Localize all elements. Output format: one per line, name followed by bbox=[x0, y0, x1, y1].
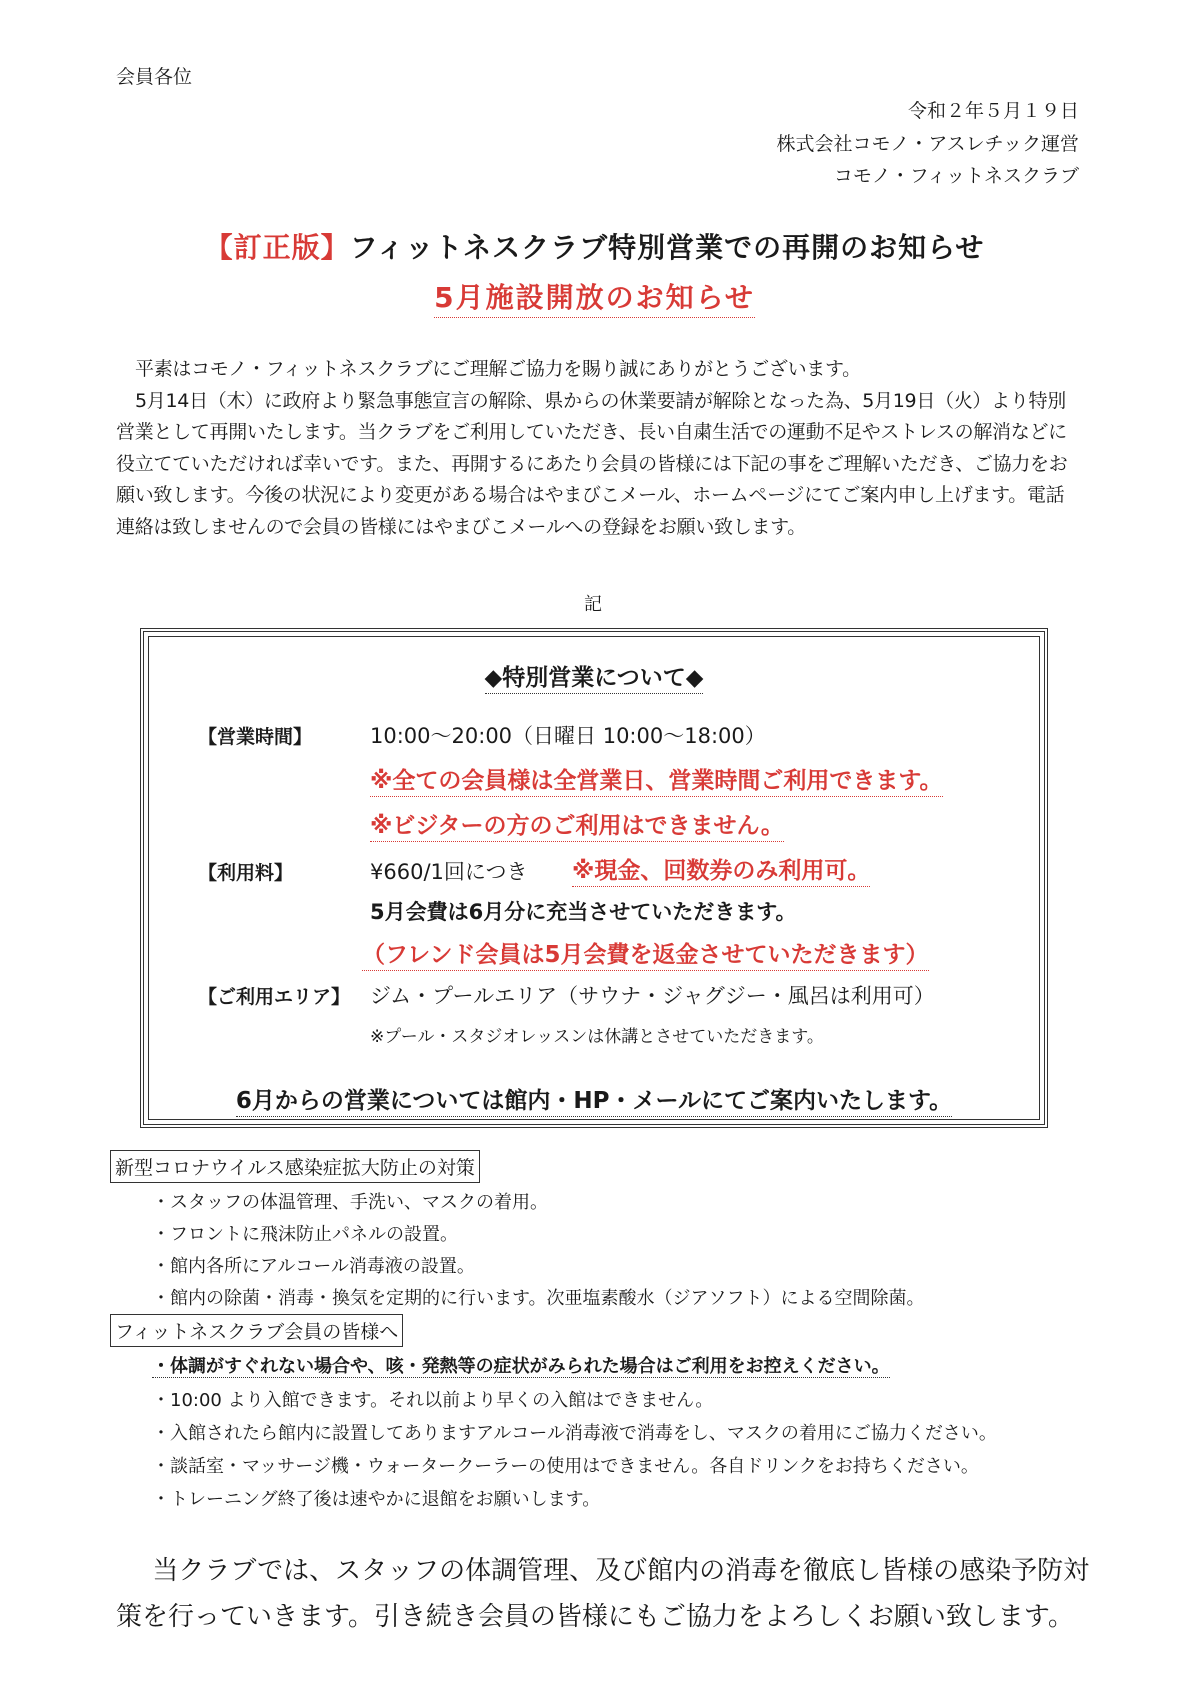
members-item-1: ・体調がすぐれない場合や、咳・発熱等の症状がみられた場合はご利用をお控えください。 bbox=[152, 1356, 890, 1377]
area-value: ジム・プールエリア（サウナ・ジャグジー・風呂は利用可） bbox=[370, 984, 935, 1008]
corona-heading: 新型コロナウイルス感染症拡大防止の対策 bbox=[110, 1150, 480, 1183]
members-item-4: ・談話室・マッサージ機・ウォータークーラーの使用はできません。各自ドリンクをお持ちください。 bbox=[152, 1456, 979, 1477]
intro-text bbox=[116, 354, 1076, 543]
fee-line-3: （フレンド会員は5月会費を返金させていただきます） bbox=[362, 936, 929, 969]
hours-note-1: ※全ての会員様は全営業日、営業時間ご利用できます。 bbox=[370, 762, 943, 795]
hours-note-2: ※ビジターの方のご利用はできません。 bbox=[370, 807, 784, 840]
hours-label: 【営業時間】 bbox=[198, 726, 313, 748]
title-main: フィットネスクラブ特別営業での再開のお知らせ bbox=[349, 231, 985, 264]
corona-item-2: ・フロントに飛沫防止パネルの設置。 bbox=[152, 1224, 458, 1245]
members-item-5: ・トレーニング終了後は速やかに退館をお願いします。 bbox=[152, 1489, 601, 1510]
closing-text: 当クラブでは、スタッフの体調管理、及び館内の消毒を徹底し皆様の感染予防対策を行っていきます。引き続き会員の皆様にもご協力をよろしくお願い致します。 bbox=[116, 1556, 1090, 1632]
company-name: 株式会社コモノ・アスレチック運営 bbox=[776, 133, 1079, 155]
special-operation-box bbox=[140, 628, 1048, 1128]
area-note: ※プール・スタジオレッスンは休講とさせていただきます。 bbox=[370, 1027, 824, 1047]
fee-value: ¥660/1回につき bbox=[370, 860, 528, 884]
members-heading: フィットネスクラブ会員の皆様へ bbox=[110, 1314, 403, 1347]
corona-item-3: ・館内各所にアルコール消毒液の設置。 bbox=[152, 1256, 475, 1277]
fee-note: ※現金、回数券のみ利用可。 bbox=[572, 852, 870, 885]
correction-tag: 【訂正版】 bbox=[204, 231, 350, 264]
intro-paragraph-2: 5月14日（木）に政府より緊急事態宣言の解除、県からの休業要請が解除となった為、5月19日（火）より特別営業として再開いたします。当クラブをご利用していただき、長い自粛生活での運動不足やストレスの解消などに役立てていただければ幸いです。また、再開するにあたり会員の皆様には下記の事をご理解いただき、ご協力をお願い致します。今後の状況により変更がある場合はやまびこメール、ホームページにてご案内申し上げます。電話連絡は致しませんので会員の皆様にはやまびこメールへの登録をお願い致します。 bbox=[116, 389, 1068, 538]
page-subtitle: 5月施設開放のお知らせ bbox=[0, 276, 1189, 316]
fee-line-2: 5月会費は6月分に充当させていただきます。 bbox=[370, 900, 797, 924]
corona-item-1: ・スタッフの体温管理、手洗い、マスクの着用。 bbox=[152, 1192, 548, 1213]
page-title bbox=[0, 226, 1189, 266]
fee-label: 【利用料】 bbox=[198, 862, 294, 884]
members-item-2: ・10:00 より入館できます。それ以前より早くの入館はできません。 bbox=[152, 1390, 714, 1411]
hours-value: 10:00～20:00（日曜日 10:00～18:00） bbox=[370, 724, 766, 748]
area-label: 【ご利用エリア】 bbox=[198, 986, 351, 1008]
members-item-3: ・入館されたら館内に設置してありますアルコール消毒液で消毒をし、マスクの着用にご協力ください。 bbox=[152, 1423, 997, 1444]
intro-paragraph-1: 平素はコモノ・フィットネスクラブにご理解ご協力を賜り誠にありがとうございます。 bbox=[135, 358, 861, 380]
corona-item-4: ・館内の除菌・消毒・換気を定期的に行います。次亜塩素酸水（ジアソフト）による空間除菌。 bbox=[152, 1288, 925, 1309]
box-title: ◆特別営業について◆ bbox=[144, 659, 1044, 692]
ki-marker: 記 bbox=[584, 594, 602, 615]
club-name: コモノ・フィットネスクラブ bbox=[833, 165, 1079, 187]
issue-date: 令和２年５月１９日 bbox=[907, 100, 1079, 122]
june-notice: 6月からの営業については館内・HP・メールにてご案内いたします。 bbox=[144, 1082, 1044, 1115]
addressee: 会員各位 bbox=[116, 66, 193, 88]
